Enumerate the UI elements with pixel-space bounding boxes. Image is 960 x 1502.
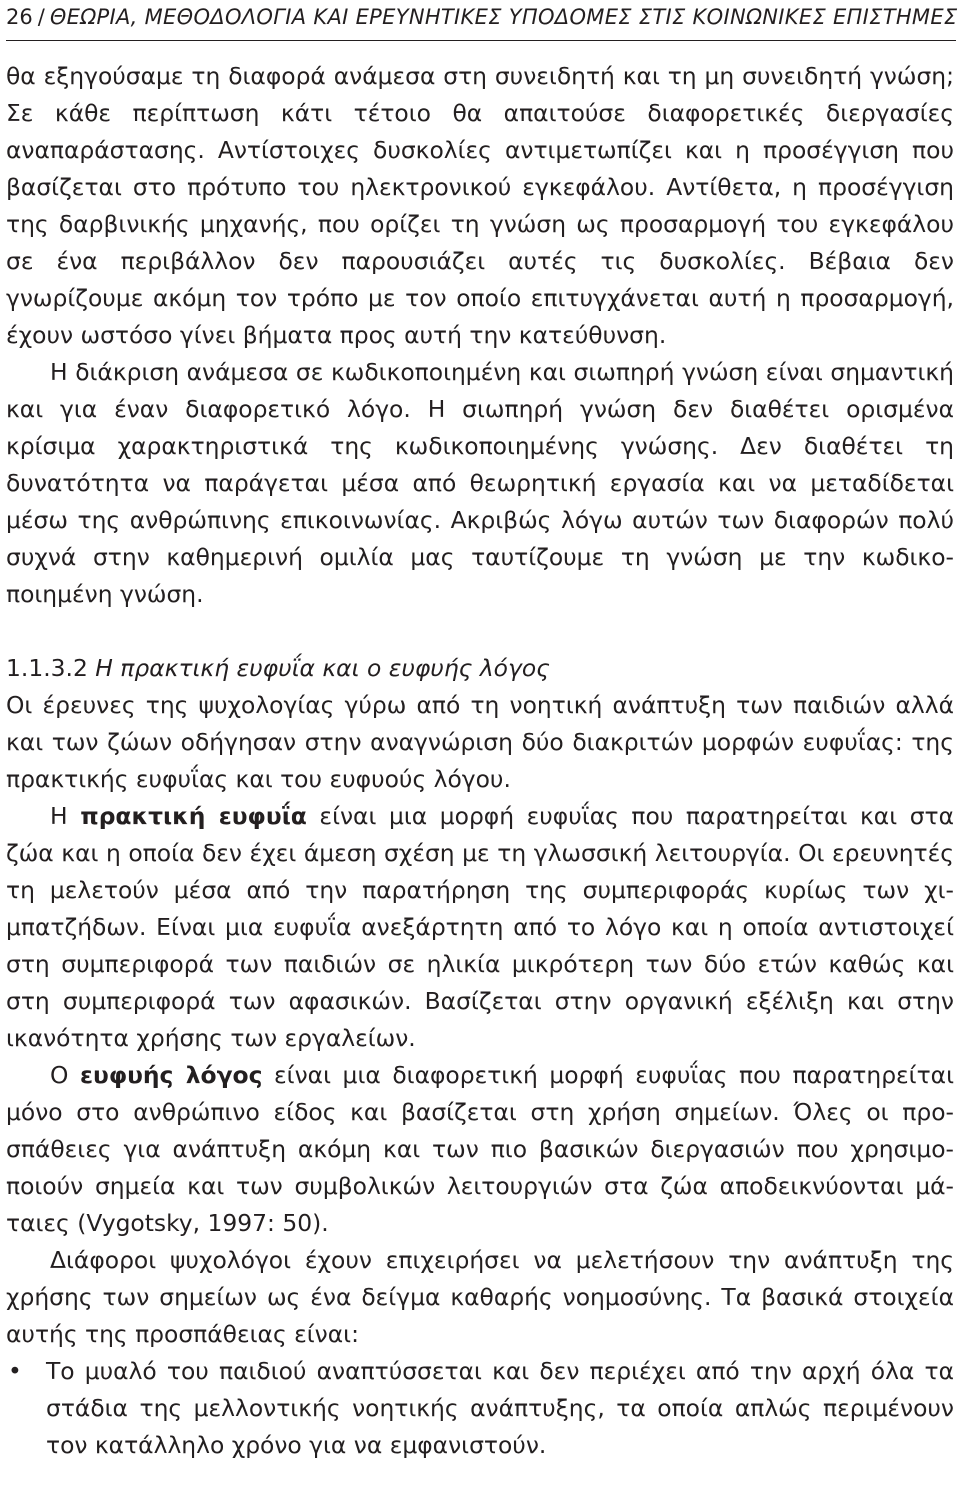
paragraph-intro: Οι έρευνες της ψυχολογίας γύρω από τη νοητική ανάπτυξη των παιδιών αλλά και των ζώων οδήγησαν στην αναγνώριση δύο διακριτών μορφών ευφυΐας: της πρακτικής ευφυΐας και του ευφυούς λόγου.	[6, 691, 954, 793]
bullet-list	[6, 1353, 954, 1464]
p5-lead: Ο	[50, 1061, 69, 1089]
bullet-icon: •	[8, 1357, 22, 1385]
section-title: Η πρακτική ευφυΐα και ο ευφυής λόγος	[95, 654, 550, 682]
paragraph-intelligent-speech	[6, 1057, 954, 1242]
list-item	[6, 1353, 954, 1464]
list-item-text: Το μυαλό του παιδιού αναπτύσσεται και δεν περιέχει από την αρχή όλα τα στάδια της μελλοντικής νοητικής ανάπτυξης, τα οποία απλώς περιμένουν τον κατάλληλο χρόνο για να εμφανιστούν.	[46, 1357, 954, 1459]
header-separator: /	[37, 5, 45, 29]
paragraph-continuation: θα εξηγούσαμε τη διαφορά ανάμεσα στη συνειδητή και τη μη συνειδητή γνώση; Σε κάθε περίπτωση κάτι τέτοιο θα απαιτούσε διαφορετικές διεργασίες αναπαράστασης. Αντίστοιχες δυσκολίες αντιμετωπίζει και η προσέγγιση που βασίζεται στο πρότυπο του ηλεκτρονικού εγκεφάλου. Αντίθετα, η προσέγγιση της δαρβινικής μηχανής, που ορίζει τη γνώση ως προσαρμογή του εγκεφάλου σε ένα περιβάλλον δεν παρουσιάζει αυτές τις δυσκολίες. Βέβαια δεν γνωρίζουμε ακόμη τον τρόπο με τον οποίο επιτυγχάνεται αυτή η προσαρμογή, έχουν ωστόσο γίνει βήματα προς αυτή την κατεύθυνση.	[6, 62, 954, 349]
term-practical-intelligence: πρακτική ευφυΐα	[80, 802, 307, 830]
p5-text: είναι μια διαφορετική μορφή ευφυΐας που παρατηρείται μόνο στο ανθρώπινο είδος και βασίζεται στη χρήση σημείων. Όλες οι προσπάθειες για ανάπτυξη ακόμη και των πιο βασικών διεργασιών που χρησιμοποιούν σημεία και των συμβολικών λειτουργιών στα ζώα αποδεικνύονται μάταιες (Vygotsky, 1997: 50).	[6, 1061, 955, 1237]
running-title: ΘΕΩΡΙΑ, ΜΕΘΟΔΟΛΟΓΙΑ ΚΑΙ ΕΡΕΥΝΗΤΙΚΕΣ ΥΠΟΔΟΜΕΣ ΣΤΙΣ ΚΟΙΝΩΝΙΚΕΣ ΕΠΙΣΤΗΜΕΣ	[49, 5, 958, 29]
paragraph-psychologists: Διάφοροι ψυχολόγοι έχουν επιχειρήσει να μελετήσουν την ανάπτυξη της χρήσης των σημείων ως ένα δείγμα καθαρής νοημοσύνης. Τα βασικά στοιχεία αυτής της προσπάθειας είναι:	[6, 1246, 954, 1348]
section-heading	[6, 650, 954, 687]
term-intelligent-speech: ευφυής λόγος	[80, 1061, 263, 1089]
paragraph-practical-intelligence	[6, 798, 954, 1057]
section-number: 1.1.3.2	[6, 654, 88, 682]
running-header	[6, 0, 956, 41]
paragraph-tacit-knowledge: Η διάκριση ανάμεσα σε κωδικοποιημένη και σιωπηρή γνώση είναι σημαντική και για έναν διαφορετικό λόγο. Η σιωπηρή γνώση δεν διαθέτει ορισμένα κρίσιμα χαρακτηριστικά της κωδικοποιημένης γνώσης. Δεν διαθέτει τη δυνατότητα να παράγεται μέσα από θεωρητική εργασία και να μεταδίδεται μέσω της ανθρώπινης επικοινωνίας. Ακριβώς λόγω αυτών των διαφορών πολύ συχνά στην καθημερινή ομιλία μας ταυτίζουμε τη γνώση με την κωδικοποιημένη γνώση.	[6, 358, 954, 608]
page-number: 26	[6, 5, 33, 29]
body-text	[6, 58, 954, 1464]
p4-lead: Η	[50, 802, 68, 830]
p4-text: είναι μια μορφή ευφυΐας που παρατηρείται και στα ζώα και η οποία δεν έχει άμεση σχέση με τη γλωσσική λειτουργία. Οι ερευνητές τη μελετούν μέσα από την παρατήρηση της συμπεριφοράς κυρίως των χιμπατζήδων. Είναι μια ευφυΐα ανεξάρτητη από το λόγο και η οποία αντιστοιχεί στη συμπεριφορά των παιδιών σε ηλικία μικρότερη των δύο ετών καθώς και στη συμπεριφορά των αφασικών. Βασίζεται στην οργανική εξέλιξη και στην ικανότητα χρήσης των εργαλείων.	[6, 802, 955, 1052]
